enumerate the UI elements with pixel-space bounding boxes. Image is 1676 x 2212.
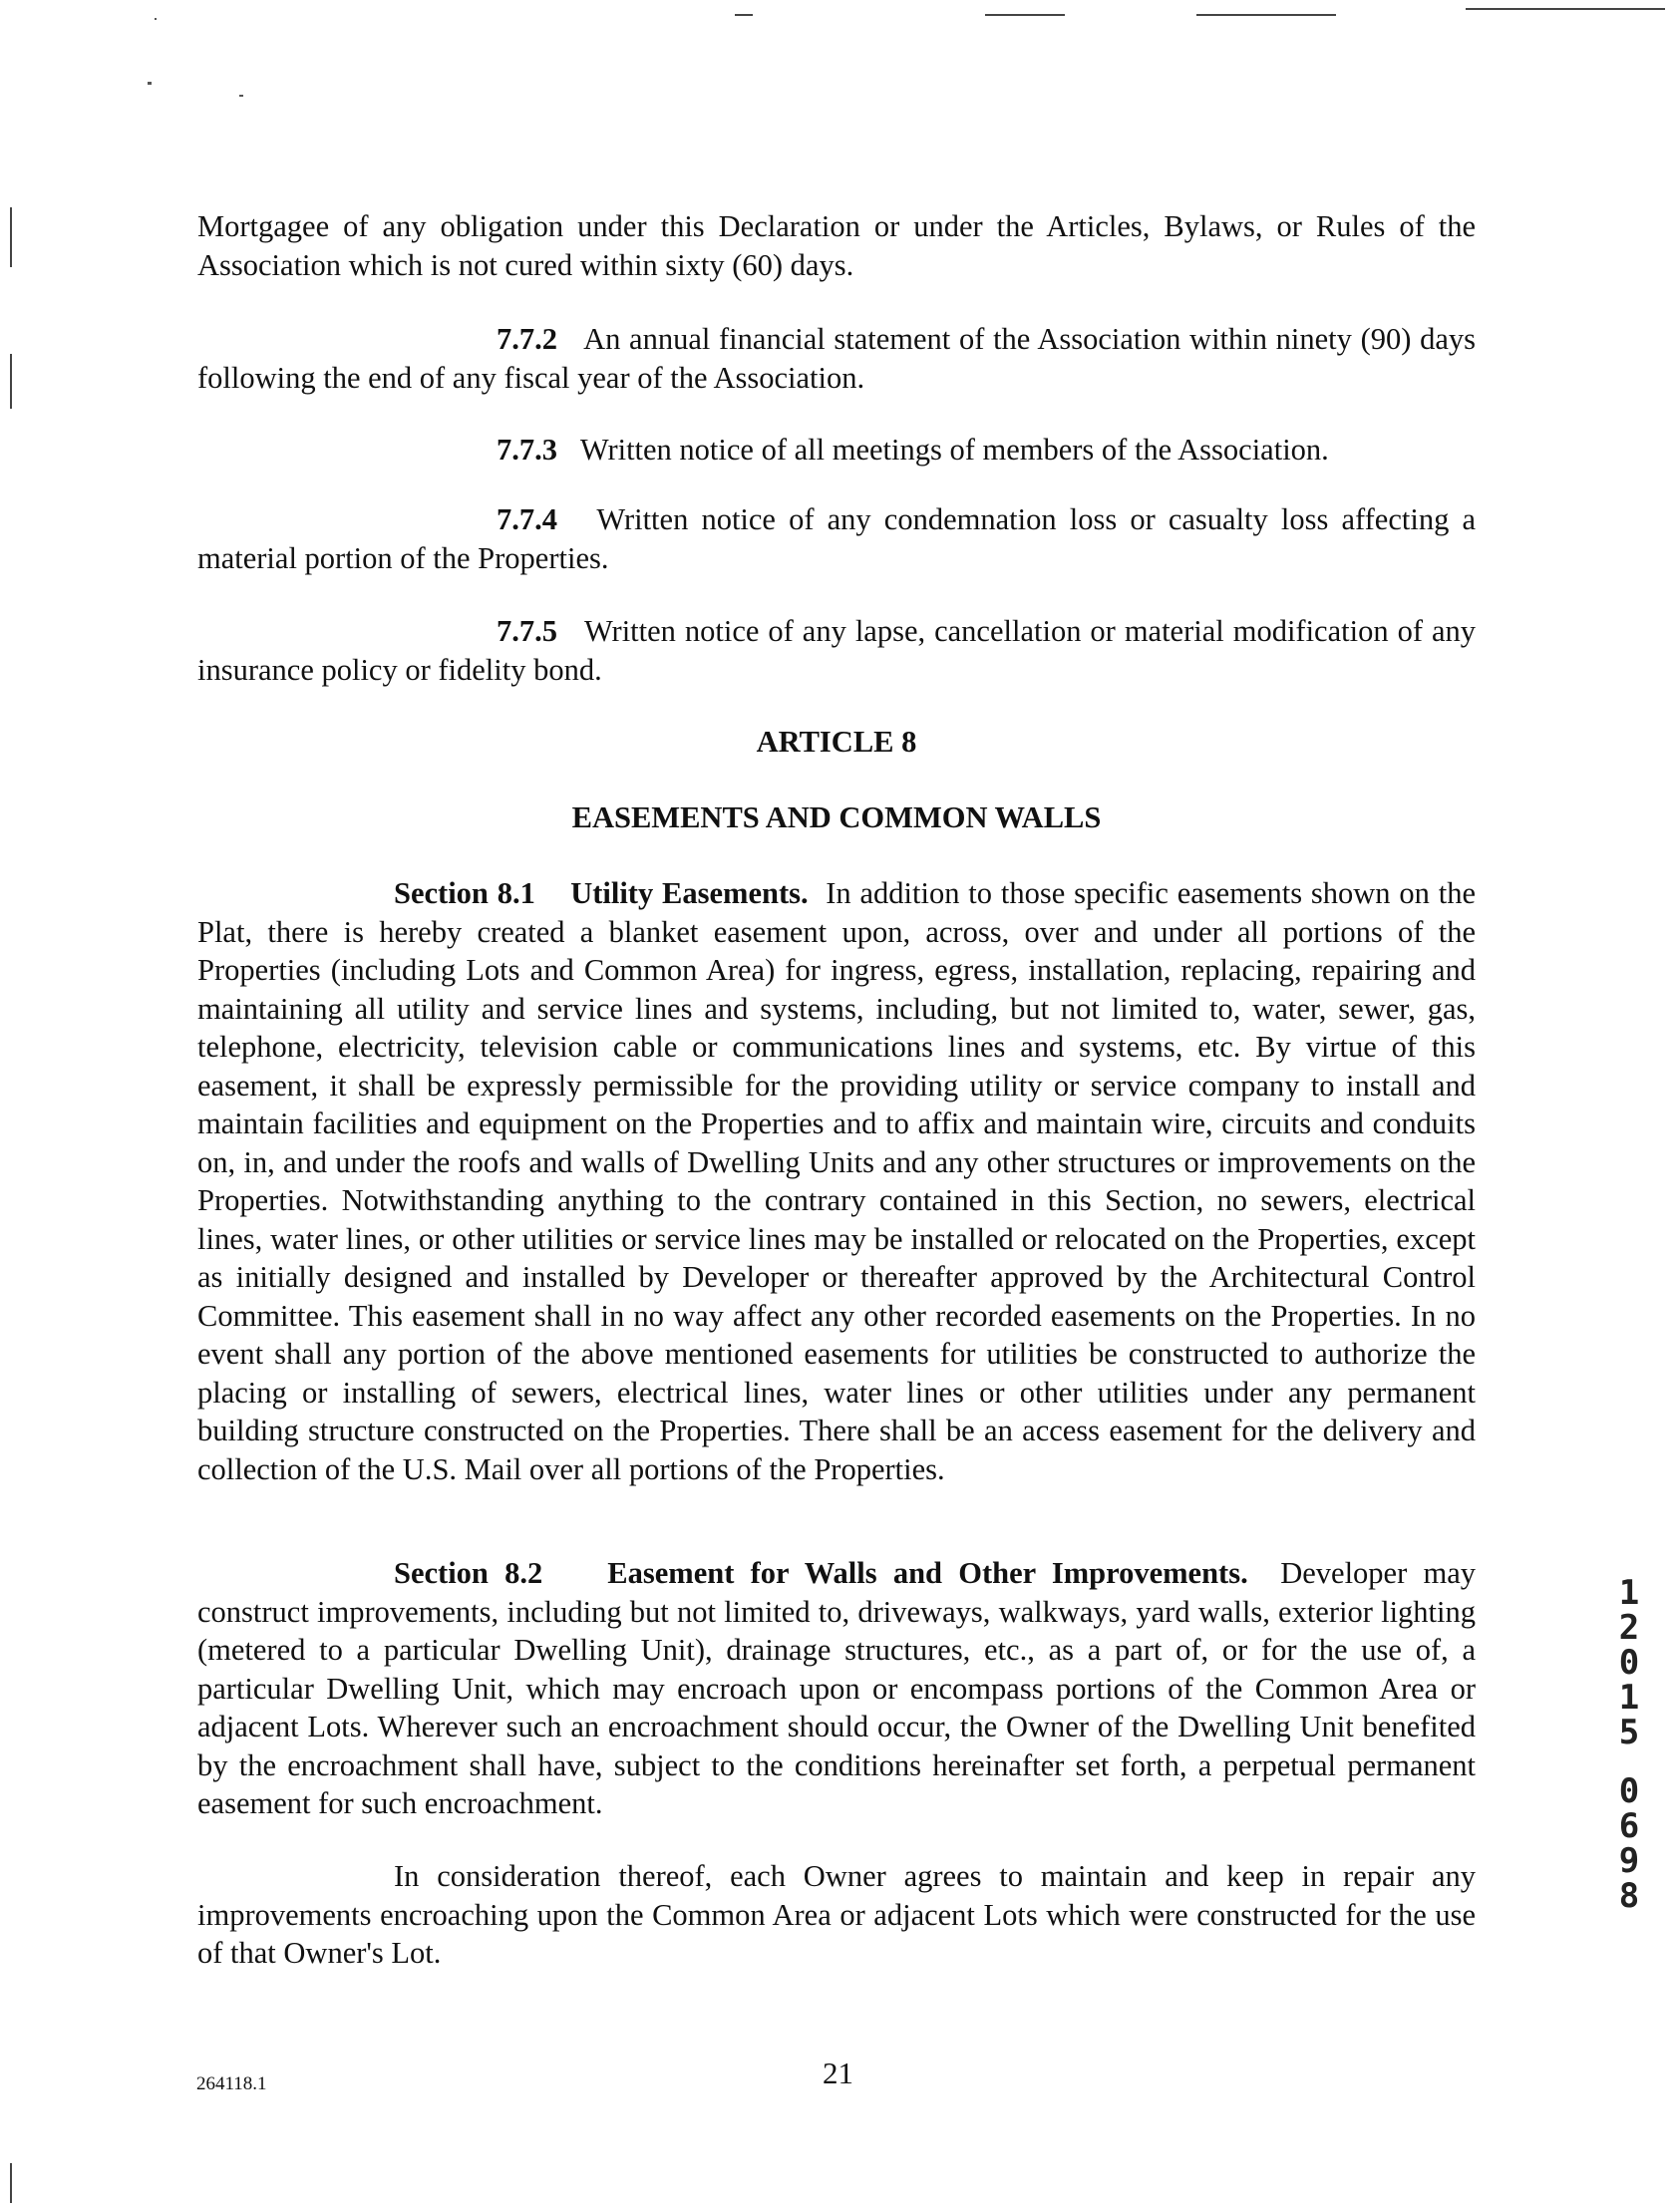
stamp-digit: 5 <box>1618 1713 1640 1752</box>
item-text: Written notice of any condemnation loss or casualty loss affecting a material portion of the Properties. <box>197 502 1476 575</box>
section-label: Section 8.1 <box>394 876 535 910</box>
list-item-7-7-4 <box>197 500 1476 577</box>
scan-artifact-dot <box>239 95 243 97</box>
document-id: 264118.1 <box>196 2073 267 2094</box>
scan-artifact-line <box>1196 14 1336 16</box>
section-text: In addition to those specific easements shown on the Plat, there is hereby created a blanket easement upon, across, over and under all portions of the Properties (including Lots and Common Area) for ingress, egress, installation, replacing, repairing and maintaining all utility and service lines and systems, including, but not limited to, water, sewer, gas, telephone, electricity, television cable or communications lines and systems, etc. By virtue of this easement, it shall be expressly permissible for the providing utility or service company to install and maintain facilities and equipment on the Properties and to affix and maintain wire, circuits and conduits on, in, and under the roofs and walls of Dwelling Units and any other structures or improvements on the Properties. Notwithstanding anything to the contrary contained in this Section, no sewers, electrical lines, water lines, or other utilities or service lines may be installed or relocated on the Properties, except as initially designed and installed by Developer or thereafter approved by the Architectural Control Committee. This easement shall in no way affect any other recorded easements on the Properties. In no event shall any portion of the above mentioned easements for utilities be constructed to authorize the placing or installing of sewers, electrical lines, water lines or other utilities under any permanent building structure constructed on the Properties. There shall be an access easement for the delivery and collection of the U.S. Mail over all portions of the Properties. <box>197 876 1476 1486</box>
scan-artifact-line <box>1466 8 1665 10</box>
list-item-7-7-5 <box>197 612 1476 689</box>
continued-paragraph: Mortgagee of any obligation under this Declaration or under the Articles, Bylaws, or Rules of the Association which is not cured within sixty (60) days. <box>197 209 1476 282</box>
item-text: An annual financial statement of the Association within ninety (90) days following the end of any fiscal year of the Association. <box>197 322 1477 395</box>
item-number: 7.7.2 <box>497 322 557 356</box>
scan-artifact-line <box>10 2163 12 2203</box>
stamp-digit: 1 <box>1618 1573 1640 1613</box>
scan-artifact-line <box>735 14 753 16</box>
stamp-digit: 0 <box>1618 1643 1640 1683</box>
page-number: 21 <box>823 2055 853 2090</box>
scan-artifact-line <box>10 354 12 409</box>
section-8-1 <box>197 874 1476 1488</box>
item-number: 7.7.3 <box>497 433 557 467</box>
section-text: Developer may construct improvements, including but not limited to, driveways, walkways, yard walls, exterior lighting (metered to a particular Dwelling Unit), drainage structures, etc., as a part of, or for the use of, a particular Dwelling Unit, which may encroach upon or encompass portions of the Common Area or adjacent Lots. Wherever such an encroachment should occur, the Owner of the Dwelling Unit benefited by the encroachment shall have, subject to the conditions hereinafter set forth, a perpetual permanent easement for such encroachment. <box>197 1556 1477 1820</box>
closing-paragraph: In consideration thereof, each Owner agrees to maintain and keep in repair any improvements encroaching upon the Common Area or adjacent Lots which were constructed for the use of that Owner's Lot. <box>197 1859 1476 1970</box>
scan-artifact-line <box>985 14 1065 16</box>
stamp-digit: 2 <box>1618 1608 1640 1648</box>
list-item-7-7-2 <box>197 320 1476 397</box>
section-8-2 <box>197 1554 1476 1823</box>
scan-artifact-line <box>10 207 12 267</box>
item-number: 7.7.5 <box>497 614 557 648</box>
stamp-digit: 0 <box>1618 1771 1640 1811</box>
item-text: Written notice of all meetings of members of the Association. <box>579 433 1329 467</box>
scan-artifact-dot <box>155 18 157 20</box>
stamp-digit: 8 <box>1618 1876 1640 1916</box>
section-label: Section 8.2 <box>394 1556 543 1590</box>
article-title: EASEMENTS AND COMMON WALLS <box>571 800 1102 834</box>
stamp-digit: 1 <box>1618 1678 1640 1718</box>
section-title: Utility Easements. <box>570 876 809 910</box>
scan-artifact-dot <box>148 82 152 85</box>
article-heading: ARTICLE 8 <box>756 725 917 759</box>
stamp-digit: 9 <box>1618 1841 1640 1881</box>
item-text: Written notice of any lapse, cancellation or material modification of any insurance policy or fidelity bond. <box>197 614 1477 687</box>
side-stamp <box>1609 1573 1649 1916</box>
section-title: Easement for Walls and Other Improvements. <box>607 1556 1248 1590</box>
stamp-digit: 6 <box>1618 1806 1640 1846</box>
list-item-7-7-3 <box>197 431 1476 470</box>
item-number: 7.7.4 <box>497 502 557 536</box>
